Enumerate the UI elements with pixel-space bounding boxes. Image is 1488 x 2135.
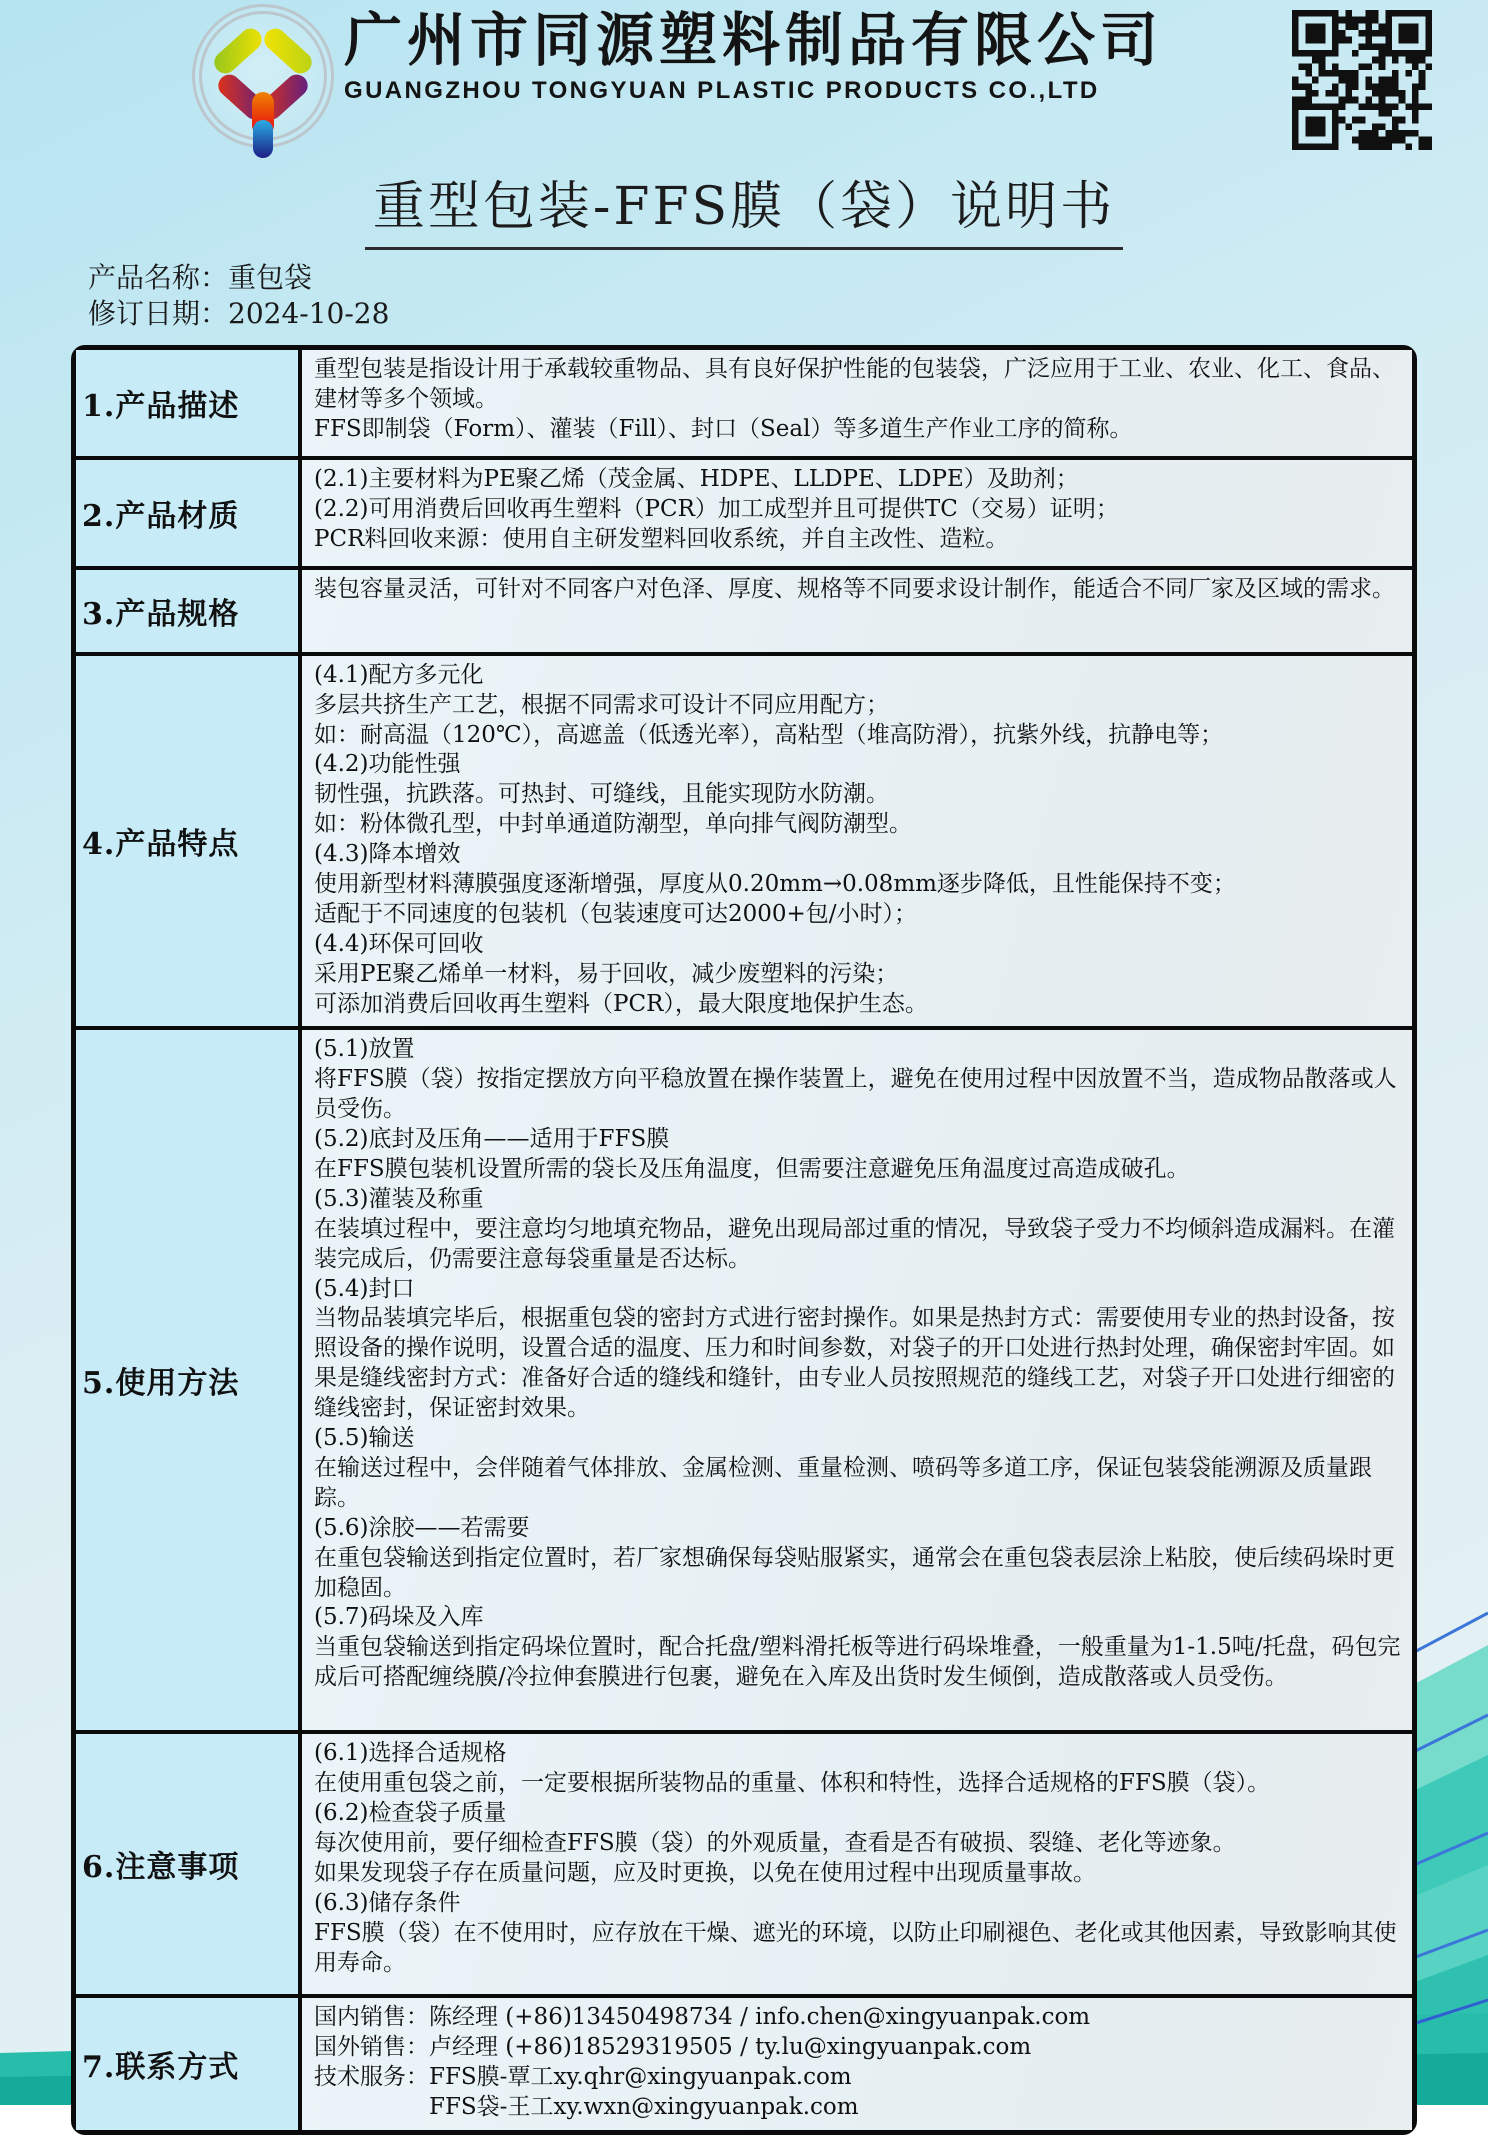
table-row	[76, 350, 1412, 456]
row-label: 7.联系方式	[76, 1998, 302, 2130]
content-line: 适配于不同速度的包装机（包装速度可达2000+包/小时）；	[314, 900, 918, 927]
content-line: FFS袋-王工xy.wxn@xingyuanpak.com	[314, 2094, 859, 2121]
content-line: (4.2)功能性强	[314, 751, 461, 778]
content-line: (4.1)配方多元化	[314, 661, 484, 688]
content-line: (6.1)选择合适规格	[314, 1740, 507, 1767]
row-content	[302, 1030, 1412, 1730]
table-row	[76, 1730, 1412, 1994]
spec-table	[71, 345, 1417, 2135]
content-line: FFS膜（袋）在不使用时，应存放在干燥、遮光的环境，以防止印刷褪色、老化或其他因素，导致影响其使用寿命。	[314, 1919, 1397, 1976]
content-line: 在装填过程中，要注意均匀地填充物品，避免出现局部过重的情况，导致袋子受力不均倾斜造成漏料。在灌装完成后，仍需要注意每袋重量是否达标。	[314, 1215, 1395, 1272]
row-label: 5.使用方法	[76, 1030, 302, 1730]
content-line: 重型包装是指设计用于承载较重物品、具有良好保护性能的包装袋，广泛应用于工业、农业、化工、食品、建材等多个领域。	[314, 355, 1395, 412]
content-line: (6.2)检查袋子质量	[314, 1800, 507, 1827]
content-line: (4.4)环保可回收	[314, 930, 484, 957]
content-line: 可添加消费后回收再生塑料（PCR），最大限度地保护生态。	[314, 990, 928, 1017]
content-line: 国内销售：陈经理 (+86)13450498734 / info.chen@xingyuanpak.com	[314, 2004, 1091, 2031]
content-line: 装包容量灵活，可针对不同客户对色泽、厚度、规格等不同要求设计制作，能适合不同厂家及区域的需求。	[314, 575, 1395, 602]
content-line: 在使用重包袋之前，一定要根据所装物品的重量、体积和特性，选择合适规格的FFS膜（袋）。	[314, 1770, 1271, 1797]
content-line: 在输送过程中，会伴随着气体排放、金属检测、重量检测、喷码等多道工序，保证包装袋能溯源及质量跟踪。	[314, 1454, 1372, 1511]
content-line: (2.1)主要材料为PE聚乙烯（茂金属、HDPE、LLDPE、LDPE）及助剂；	[314, 465, 1079, 492]
content-line: 使用新型材料薄膜强度逐渐增强，厚度从0.20mm→0.08mm逐步降低，且性能保持不变；	[314, 871, 1236, 898]
table-row	[76, 652, 1412, 1027]
company-name-cn: 广州市同源塑料制品有限公司	[344, 8, 1164, 73]
company-name-block	[344, 10, 1163, 105]
row-content	[302, 570, 1412, 652]
content-line: (2.2)可用消费后回收再生塑料（PCR）加工成型并且可提供TC（交易）证明；	[314, 495, 1119, 522]
content-line: 当重包袋输送到指定码垛位置时，配合托盘/塑料滑托板等进行码垛堆叠，一般重量为1-1.5吨/托盘，码包完成后可搭配缠绕膜/冷拉伸套膜进行包裹，避免在入库及出货时发生倾倒，造成散落或人员受伤。	[314, 1634, 1401, 1691]
table-row	[76, 1994, 1412, 2130]
content-line: 如果发现袋子存在质量问题，应及时更换，以免在使用过程中出现质量事故。	[314, 1860, 1096, 1887]
content-line: 如：粉体微孔型，中封单通道防潮型，单向排气阀防潮型。	[314, 811, 912, 838]
company-name-en: GUANGZHOU TONGYUAN PLASTIC PRODUCTS CO.,LTD	[344, 76, 1100, 104]
content-line: 国外销售：卢经理 (+86)18529319505 / ty.lu@xingyuanpak.com	[314, 2034, 1032, 2061]
content-line: (4.3)降本增效	[314, 841, 461, 868]
content-line: (5.7)码垛及入库	[314, 1604, 484, 1631]
title-wrap	[0, 164, 1488, 250]
content-line: (5.5)输送	[314, 1425, 415, 1452]
content-line: 技术服务：FFS膜-覃工xy.qhr@xingyuanpak.com	[314, 2064, 852, 2091]
content-line: FFS即制袋（Form）、灌装（Fill）、封口（Seal）等多道生产作业工序的简称。	[314, 415, 1133, 442]
content-line: 每次使用前，要仔细检查FFS膜（袋）的外观质量，查看是否有破损、裂缝、老化等迹象。	[314, 1830, 1236, 1857]
content-line: 韧性强，抗跌落。可热封、可缝线，且能实现防水防潮。	[314, 781, 889, 808]
qr-code	[1292, 10, 1432, 150]
product-name-line: 产品名称：重包袋	[88, 261, 313, 294]
meta-block	[88, 260, 1488, 333]
logo-capsule-icon	[260, 24, 316, 78]
content-line: (5.2)底封及压角——适用于FFS膜	[314, 1126, 670, 1153]
content-line: (5.6)涂胶——若需要	[314, 1514, 530, 1541]
row-content	[302, 460, 1412, 566]
header	[0, 0, 1488, 158]
content-line: 多层共挤生产工艺，根据不同需求可设计不同应用配方；	[314, 691, 889, 718]
content-line: 当物品装填完毕后，根据重包袋的密封方式进行密封操作。如果是热封方式：需要使用专业的热封设备，按照设备的操作说明，设置合适的温度、压力和时间参数，对袋子的开口处进行热封处理，确保密封牢固。如果是缝线密封方式：准备好合适的缝线和缝针，由专业人员按照规范的缝线工艺，对袋子开口处进行细密的缝线密封，保证密封效果。	[314, 1305, 1395, 1422]
content-line: 采用PE聚乙烯单一材料，易于回收，减少废塑料的污染；	[314, 960, 899, 987]
company-logo-icon	[192, 4, 334, 148]
content-line: 在FFS膜包装机设置所需的袋长及压角温度，但需要注意避免压角温度过高造成破孔。	[314, 1156, 1190, 1183]
row-content	[302, 1998, 1412, 2130]
logo-capsule-icon	[210, 24, 266, 78]
table-row	[76, 566, 1412, 652]
row-label: 3.产品规格	[76, 570, 302, 652]
row-label: 4.产品特点	[76, 656, 302, 1027]
row-content	[302, 1734, 1412, 1994]
row-label: 1.产品描述	[76, 350, 302, 456]
content-line: 如：耐高温（120℃），高遮盖（低透光率），高粘型（堆高防滑），抗紫外线，抗静电等；	[314, 721, 1224, 748]
content-line: (6.3)储存条件	[314, 1889, 461, 1916]
table-row	[76, 1026, 1412, 1730]
revision-date-line: 修订日期：2024-10-28	[88, 297, 390, 331]
row-content	[302, 350, 1412, 456]
row-label: 6.注意事项	[76, 1734, 302, 1994]
content-line: (5.4)封口	[314, 1275, 415, 1302]
content-line: (5.3)灌装及称重	[314, 1185, 484, 1212]
content-line: PCR料回收来源：使用自主研发塑料回收系统，并自主改性、造粒。	[314, 525, 1009, 552]
content-line: (5.1)放置	[314, 1036, 415, 1063]
content-line: 将FFS膜（袋）按指定摆放方向平稳放置在操作装置上，避免在使用过程中因放置不当，造成物品散落或人员受伤。	[314, 1066, 1397, 1123]
table-row	[76, 456, 1412, 566]
row-label: 2.产品材质	[76, 460, 302, 566]
row-content	[302, 656, 1412, 1027]
document-title: 重型包装-FFS膜（袋）说明书	[365, 164, 1123, 250]
logo-capsule-icon	[253, 120, 273, 158]
content-line: 在重包袋输送到指定位置时，若厂家想确保每袋贴服紧实，通常会在重包袋表层涂上粘胶，使后续码垛时更加稳固。	[314, 1544, 1395, 1601]
